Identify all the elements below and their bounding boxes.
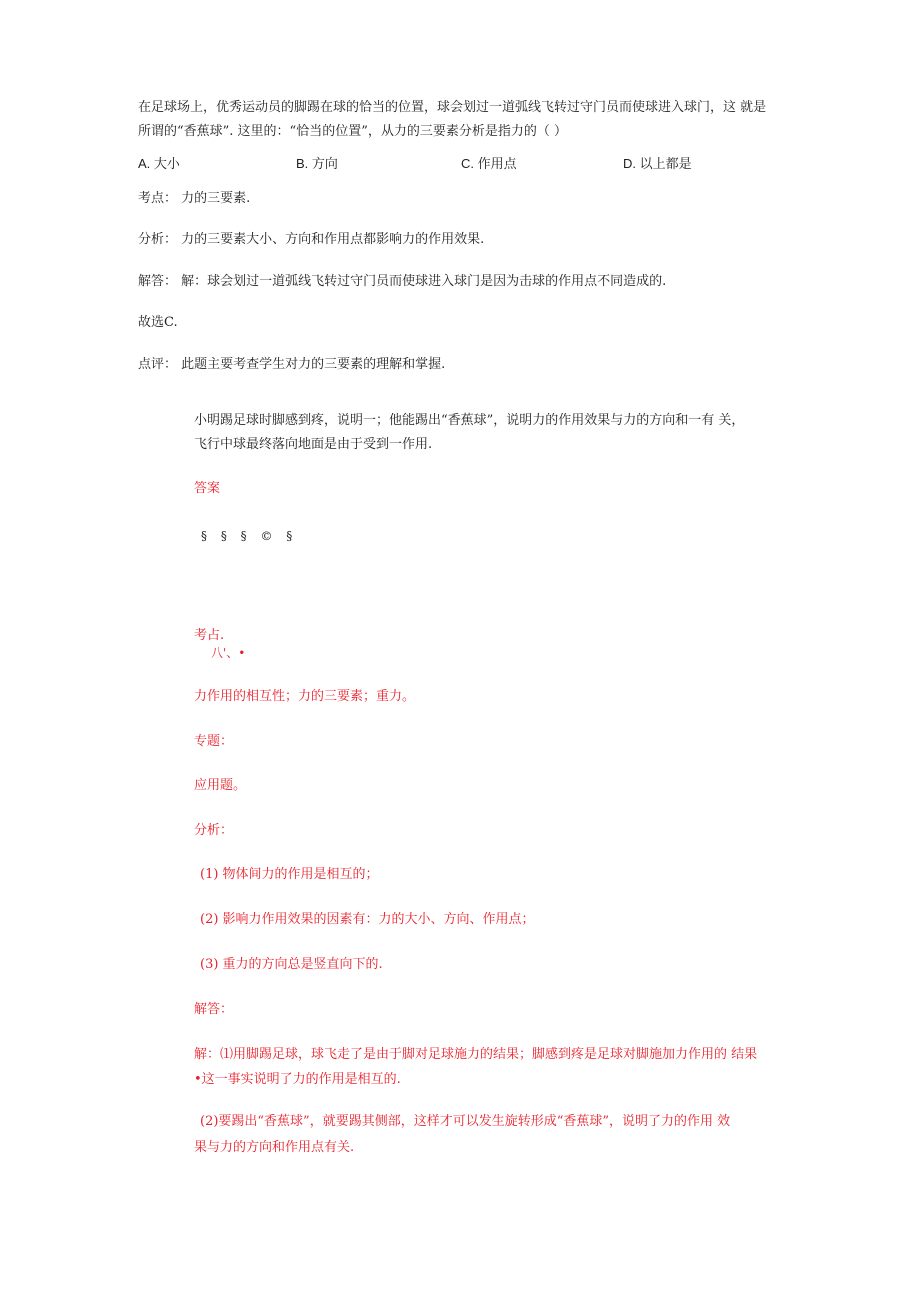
q1-stem-line2: 所谓的“香蕉球”. 这里的：“恰当的位置”，从力的三要素分析是指力的（ ） bbox=[138, 124, 567, 139]
q2-stem-line1: 小明踢足球时脚感到疼，说明一；他能踢出“香蕉球”，说明力的作用效果与力的方向和一有 关， bbox=[194, 413, 745, 428]
q1-option-a: A. 大小 bbox=[138, 156, 180, 171]
q2-kaodian-label: 考占. bbox=[194, 628, 225, 643]
q2-jieda-p2-line2: 果与力的方向和作用点有关. bbox=[194, 1140, 355, 1155]
q2-answer-label: 答案 bbox=[194, 481, 221, 496]
q1-kaodian: 考点： 力的三要素. bbox=[138, 191, 251, 206]
q2-kaodian-garble: 八'、• bbox=[211, 646, 246, 660]
q1-option-b: B. 方向 bbox=[296, 156, 338, 171]
q1-option-d: D. 以上都是 bbox=[623, 156, 692, 171]
q2-stem-line2: 飞行中球最终落向地面是由于受到一作用. bbox=[194, 437, 433, 452]
q2-jieda-p2-line1: (2)要踢出“香蕉球”，就要踢其侧部，这样才可以发生旋转形成“香蕉球”，说明了力的作用 效 bbox=[200, 1114, 731, 1129]
q1-dianping: 点评： 此题主要考查学生对力的三要素的理解和掌握. bbox=[138, 357, 446, 372]
q2-jieda-p1-line1: 解：⑴用脚踢足球，球飞走了是由于脚对足球施力的结果；脚感到疼是足球对脚施加力作用的 结果 bbox=[194, 1047, 758, 1062]
q1-option-c: C. 作用点 bbox=[461, 156, 517, 171]
q1-stem-line1: 在足球场上，优秀运动员的脚踢在球的恰当的位置，球会划过一道弧线飞转过守门员而使球进入球门，这 就是 bbox=[138, 100, 767, 115]
q2-zhuanti-content: 应用题。 bbox=[194, 778, 247, 793]
q2-jieda-p1-line2: •这一事实说明了力的作用是相互的. bbox=[194, 1072, 401, 1087]
q2-kaodian-content: 力作用的相互性；力的三要素；重力。 bbox=[194, 689, 416, 704]
q2-jieda-label: 解答： bbox=[194, 1002, 234, 1017]
q1-jieda: 解答： 解：球会划过一道弧线飞转过守门员而使球进入球门是因为击球的作用点不同造成的. bbox=[138, 274, 667, 289]
q2-fenxi-item-1: (1) 物体间力的作用是相互的； bbox=[200, 867, 379, 882]
q1-guxuan: 故选C. bbox=[138, 315, 178, 330]
q2-answer-symbols: § § § © § bbox=[201, 529, 293, 543]
q2-fenxi-item-2: (2) 影响力作用效果的因素有：力的大小、方向、作用点； bbox=[200, 912, 535, 927]
q2-fenxi-item-3: (3) 重力的方向总是竖直向下的. bbox=[200, 957, 383, 972]
q1-fenxi: 分析： 力的三要素大小、方向和作用点都影响力的作用效果. bbox=[138, 232, 485, 247]
q2-zhuanti-label: 专题： bbox=[194, 734, 234, 749]
q2-fenxi-label: 分析： bbox=[194, 823, 234, 838]
